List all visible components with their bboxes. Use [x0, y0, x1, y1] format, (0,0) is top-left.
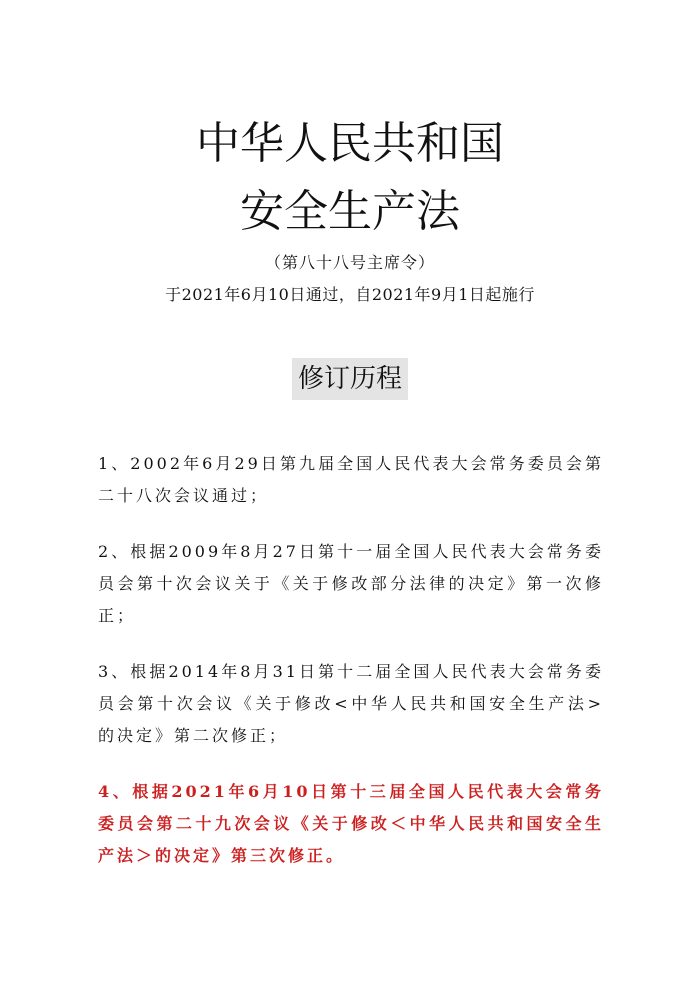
revision-history-heading: 修订历程 — [292, 358, 408, 400]
revision-item-4-current: 4、根据2021年6月10日第十三届全国人民代表大会常务委员会第二十九次会议《关于修改＜中华人民共和国安全生产法＞的决定》第三次修正。 — [98, 782, 604, 865]
title-line-2: 安全生产法 — [240, 186, 460, 237]
revision-item-2: 2、根据2009年8月27日第十一届全国人民代表大会常务委员会第十次会议关于《关于修改部分法律的决定》第一次修正； — [98, 542, 604, 625]
revision-item-1: 1、2002年6月29日第九届全国人民代表大会常务委员会第二十八次会议通过； — [98, 454, 604, 505]
revision-item-3: 3、根据2014年8月31日第十二届全国人民代表大会常务委员会第十次会议《关于修改<中华人民共和国安全生产法>的决定》第二次修正； — [98, 662, 604, 745]
document-title — [0, 112, 700, 244]
order-number: （第八十八号主席令） — [264, 253, 435, 272]
revision-list — [98, 448, 604, 896]
enactment-dates: 于2021年6月10日通过，自2021年9月1日起施行 — [165, 285, 535, 304]
title-line-1: 中华人民共和国 — [196, 118, 504, 169]
